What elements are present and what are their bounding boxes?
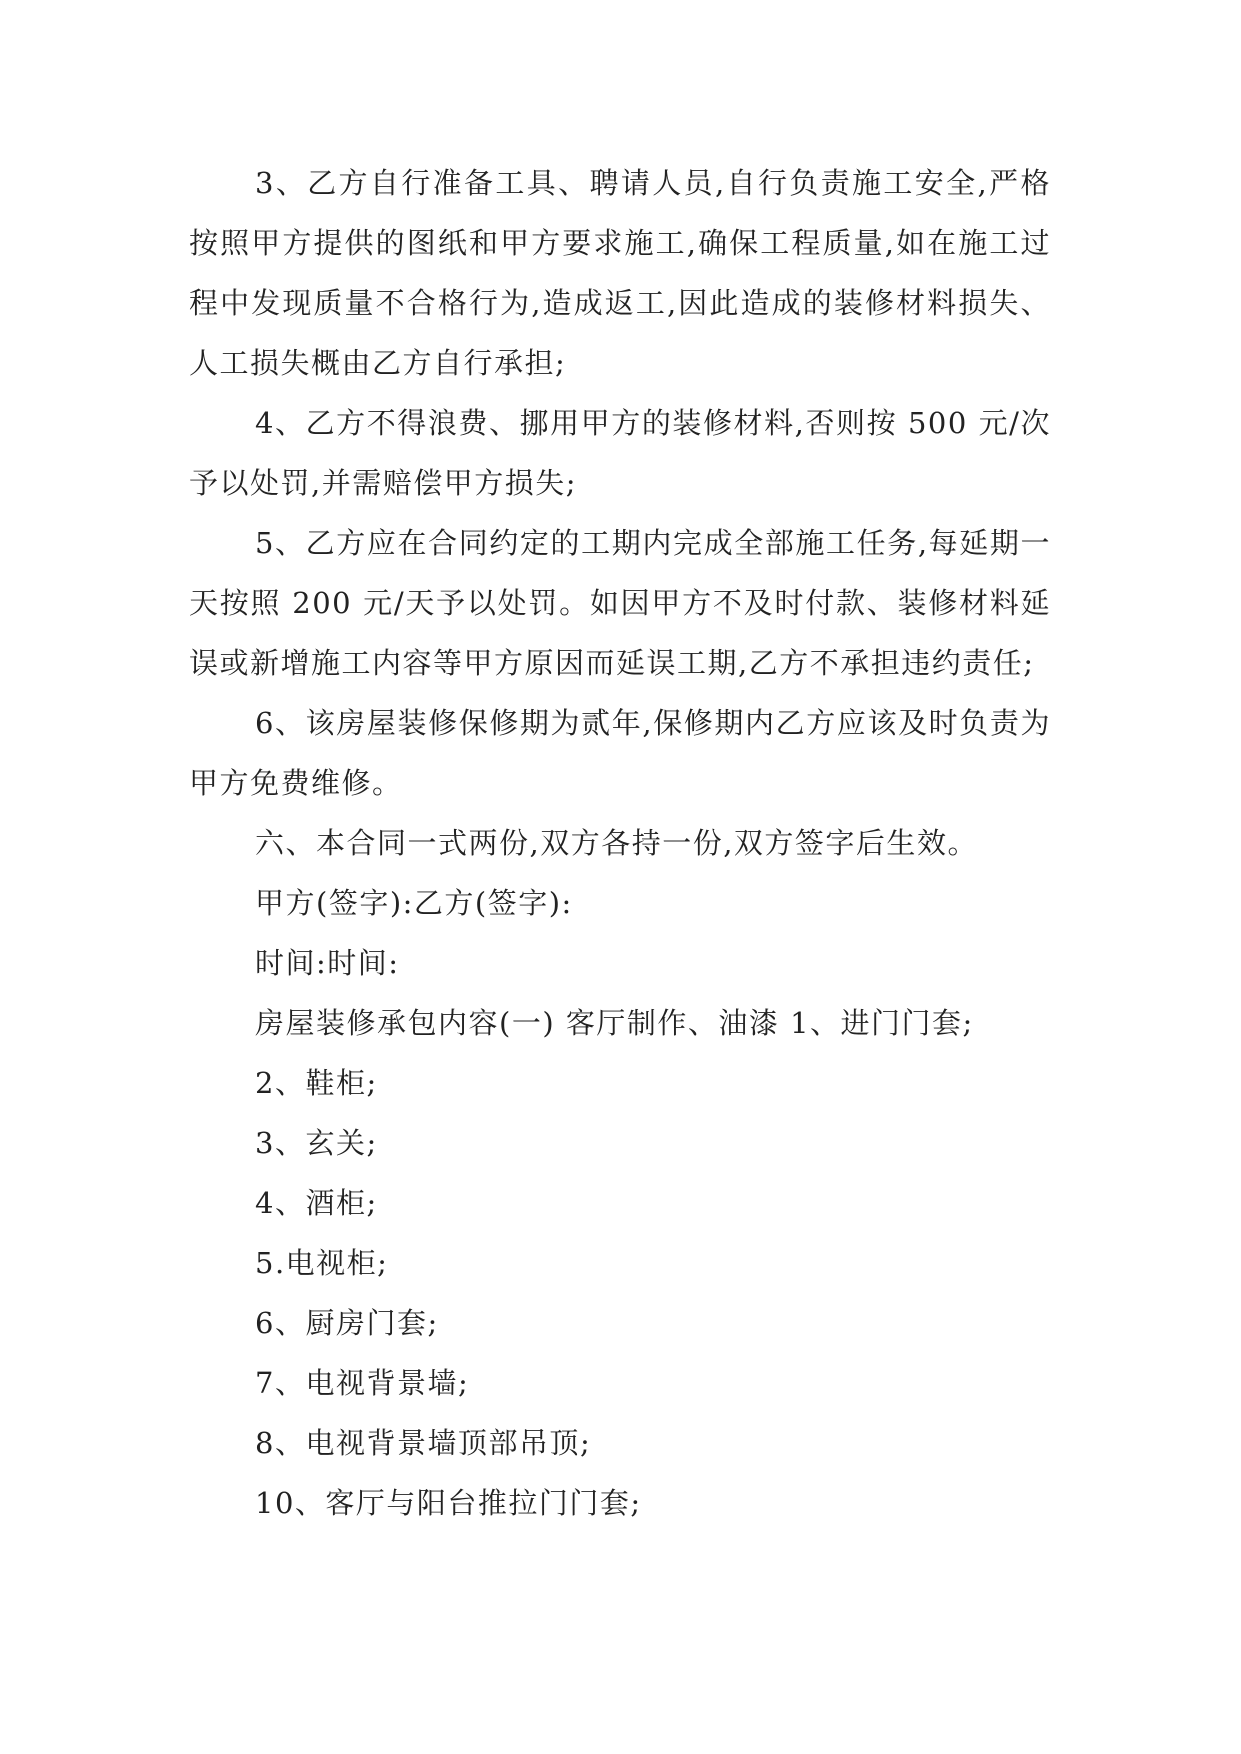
scope-heading-line: 房屋装修承包内容(一) 客厅制作、油漆 1、进门门套; xyxy=(255,1006,974,1040)
list-item: 7、电视背景墙; xyxy=(255,1366,470,1400)
list-item: 10、客厅与阳台推拉门门套; xyxy=(255,1486,642,1520)
contract-copies-line: 六、本合同一式两份,双方各持一份,双方签字后生效。 xyxy=(255,826,978,860)
list-item: 3、玄关; xyxy=(255,1126,378,1160)
date-line: 时间:时间: xyxy=(255,946,400,980)
signature-line: 甲方(签字):乙方(签字): xyxy=(255,886,573,920)
list-item: 6、厨房门套; xyxy=(255,1306,439,1340)
list-item: 2、鞋柜; xyxy=(255,1066,378,1100)
list-item: 8、电视背景墙顶部吊顶; xyxy=(255,1426,592,1460)
clause-3-paragraph: 3、乙方自行准备工具、聘请人员,自行负责施工安全,严格按照甲方提供的图纸和甲方要求施工,确保工程质量,如在施工过程中发现质量不合格行为,造成返工,因此造成的装修材料损失、人工损失概由乙方自行承担; xyxy=(189,166,1051,380)
clause-4-paragraph: 4、乙方不得浪费、挪用甲方的装修材料,否则按 500 元/次予以处罚,并需赔偿甲方损失; xyxy=(189,406,1051,500)
list-item: 4、酒柜; xyxy=(255,1186,378,1220)
clause-5-paragraph: 5、乙方应在合同约定的工期内完成全部施工任务,每延期一天按照 200 元/天予以处罚。如因甲方不及时付款、装修材料延误或新增施工内容等甲方原因而延误工期,乙方不承担违约责任; xyxy=(189,526,1051,680)
clause-6-paragraph: 6、该房屋装修保修期为贰年,保修期内乙方应该及时负责为甲方免费维修。 xyxy=(189,706,1051,800)
document-body xyxy=(189,153,1051,1533)
list-item: 5.电视柜; xyxy=(255,1246,389,1280)
